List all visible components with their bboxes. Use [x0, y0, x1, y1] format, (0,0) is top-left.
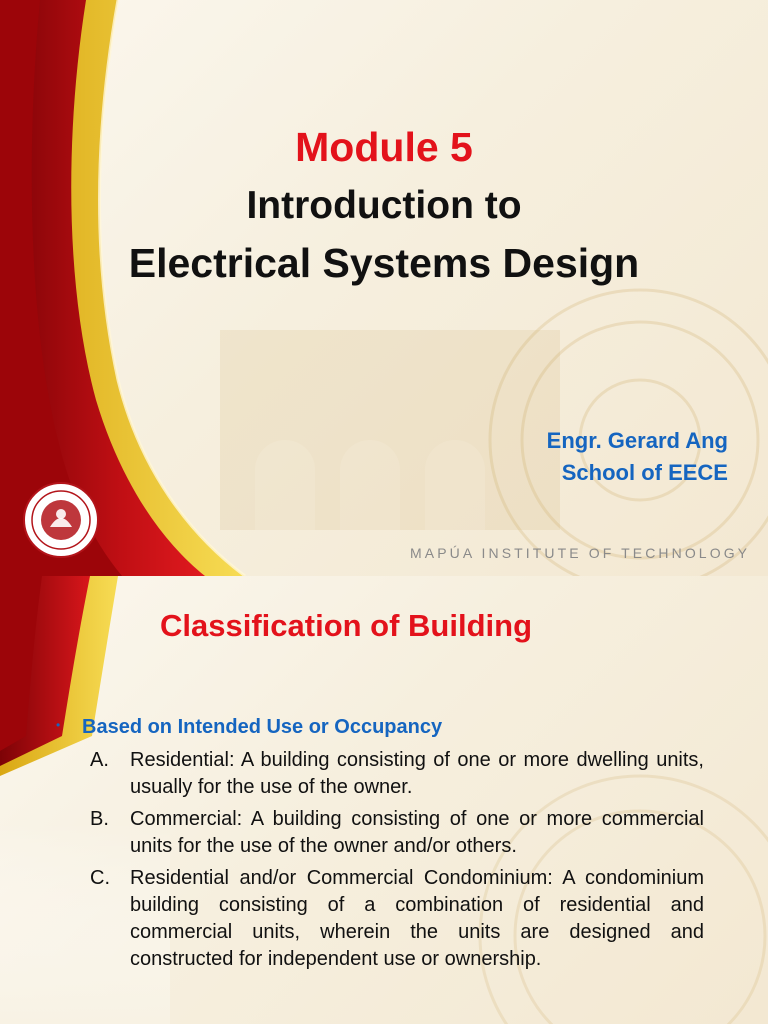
list-item-text: Residential and/or Commercial Condominium: A condominium building consisting of a combination of residential and commercial units, wherein the units are designed and constructed for independent use or ownership. [130, 867, 704, 970]
list-item-letter: C. [90, 867, 110, 889]
bullet-marker: • [56, 718, 61, 732]
author-name: Engr. Gerard Ang [546, 428, 728, 453]
list-item [90, 806, 704, 860]
list-item-text: Commercial: A building consisting of one or more commercial units for the use of the owner and/or others. [130, 808, 704, 857]
list-item-letter: B. [90, 808, 109, 830]
list-item-letter: A. [90, 749, 109, 771]
presentation-title-line-1: Introduction to [246, 184, 522, 227]
list-item [90, 747, 704, 801]
module-title: Module 5 [295, 124, 473, 170]
slide-title: Classification of Building [160, 608, 533, 643]
author-school: School of EECE [561, 460, 728, 485]
list-item-text: Residential: A building consisting of one or more dwelling units, usually for the use of the owner. [130, 749, 704, 798]
institute-seal-icon [22, 481, 100, 559]
bullet-heading: Based on Intended Use or Occupancy [82, 716, 443, 738]
presentation-title-line-2: Electrical Systems Design [128, 240, 640, 286]
institute-name: MAPÚA INSTITUTE OF TECHNOLOGY [410, 545, 751, 561]
list-item [90, 865, 704, 973]
